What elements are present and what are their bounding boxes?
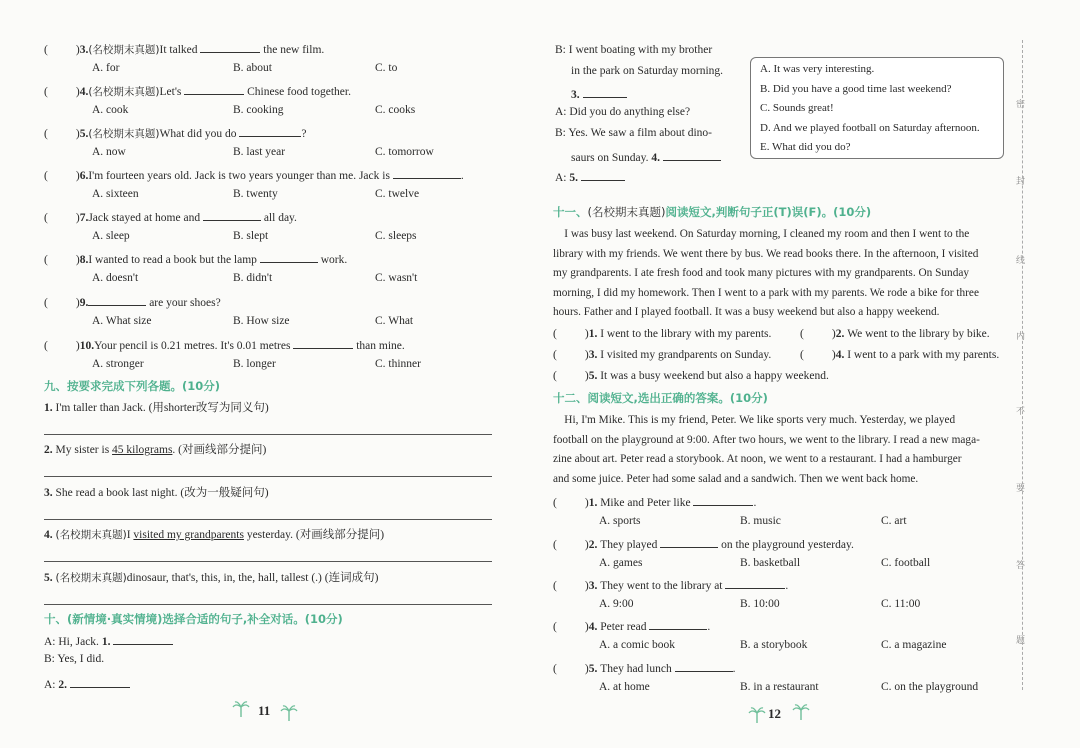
option-b[interactable]: B. a storybook [740, 639, 808, 651]
question-row [553, 493, 756, 509]
option-a[interactable]: A. at home [599, 681, 650, 693]
paren-close: ) [584, 349, 589, 361]
question-text: Your pencil is 0.21 metres. It's 0.01 metres [94, 340, 294, 352]
option-b[interactable]: B. basketball [740, 557, 801, 569]
dialog-line [555, 127, 712, 139]
rewrite-question [44, 526, 384, 542]
palm-tree-icon [280, 704, 298, 722]
question-tag: (名校期末真题) [88, 128, 160, 140]
question-number: 5. [588, 370, 601, 382]
option-b[interactable]: B. music [740, 515, 781, 527]
dialog-line [44, 653, 104, 665]
question-number: 2. [588, 539, 601, 551]
margin-label: 内 [1016, 329, 1025, 342]
paren-close: ) [75, 254, 80, 266]
paren-open: ( [44, 128, 48, 140]
page-number: 12 [768, 706, 781, 721]
paren-open: ( [553, 621, 557, 633]
dialog-line [555, 106, 690, 118]
question-text: They played [600, 539, 661, 551]
option-b[interactable]: B. cooking [233, 104, 284, 116]
dialog-text: Yes, I did. [57, 653, 105, 665]
option-c[interactable]: C. sleeps [375, 230, 417, 242]
true-false-question [553, 328, 771, 340]
dialog-blank[interactable] [581, 168, 625, 181]
question-tag: (名校期末真题) [88, 44, 160, 56]
question-text: Peter read [600, 621, 650, 633]
paren-open: ( [553, 349, 557, 361]
question-number: 4. [44, 529, 56, 541]
dialog-option: D. And we played football on Saturday afternoon. [760, 121, 980, 134]
paren-close: ) [75, 128, 80, 140]
blank-number: 1. [101, 636, 114, 648]
answer-line[interactable] [44, 476, 492, 477]
option-c[interactable]: C. wasn't [375, 272, 418, 284]
blank-number: 4. [651, 152, 663, 164]
question-number: 1. [588, 328, 601, 340]
margin-label: 封 [1016, 174, 1025, 187]
question-text: Chinese food together. [244, 86, 351, 98]
paren-open: ( [553, 328, 557, 340]
section-number: 十、 [44, 612, 67, 626]
question-row [44, 166, 464, 182]
question-number: 10. [79, 340, 95, 352]
question-text: than mine. [353, 340, 405, 352]
option-a[interactable]: A. What size [92, 315, 152, 327]
answer-blank[interactable] [203, 208, 261, 221]
question-tag: (名校期末真题) [55, 529, 127, 541]
question-number: 8. [79, 254, 89, 266]
dialog-line [44, 632, 173, 648]
margin-label: 题 [1016, 633, 1025, 646]
option-a[interactable]: A. 9:00 [599, 598, 634, 610]
palm-tree-icon [748, 706, 766, 724]
passage-line: I was busy last weekend. On Saturday morning, I cleaned my room and then I went to the [553, 228, 970, 240]
paren-open: ( [44, 254, 48, 266]
dialog-line [571, 148, 721, 164]
paren-close: ) [584, 663, 589, 675]
answer-blank[interactable] [200, 40, 260, 53]
question-text: work. [317, 254, 348, 266]
question-text: It talked [159, 44, 201, 56]
option-c[interactable]: C. tomorrow [375, 146, 434, 158]
question-number: 4. [835, 349, 848, 361]
answer-blank[interactable] [693, 493, 753, 506]
option-a[interactable]: A. a comic book [599, 639, 676, 651]
section-11-title [553, 204, 871, 220]
rewrite-question [44, 441, 266, 457]
true-false-question [553, 349, 771, 361]
question-text: What did you do [159, 128, 240, 140]
option-a[interactable]: A. sports [599, 515, 641, 527]
paren-open: ( [800, 328, 804, 340]
option-c[interactable]: C. a magazine [881, 639, 947, 651]
question-text: I went to the library with my parents. [600, 328, 772, 340]
question-text: Let's [159, 86, 185, 98]
question-row [44, 82, 351, 99]
dialog-line [571, 65, 723, 77]
question-row [553, 617, 710, 633]
section-instruction: 阅读短文,判断句子正(T)误(F)。(10分) [665, 205, 872, 219]
dialog-option: A. It was very interesting. [760, 63, 875, 75]
dialog-text: in the park on Saturday morning. [571, 65, 724, 77]
speaker: B: [44, 653, 58, 665]
margin-label: 答 [1016, 558, 1025, 571]
dialog-text: Yes. We saw a film about dino- [568, 127, 712, 139]
answer-blank[interactable] [239, 124, 301, 137]
palm-tree-icon [232, 700, 250, 718]
paren-open: ( [553, 663, 557, 675]
answer-blank[interactable] [393, 166, 461, 179]
answer-blank[interactable] [293, 336, 353, 349]
answer-blank[interactable] [675, 659, 733, 672]
answer-blank[interactable] [725, 576, 785, 589]
dialog-blank[interactable] [113, 632, 173, 645]
paren-open: ( [553, 580, 557, 592]
passage-line: and some juice. Peter had some salad and a sandwich. Then we went back home. [553, 472, 919, 485]
option-c[interactable]: C. football [881, 557, 931, 569]
margin-label: 不 [1016, 404, 1025, 417]
section-12-title: 十二、阅读短文,选出正确的答案。(10分) [553, 391, 768, 405]
speaker: B: [555, 127, 569, 139]
paren-open: ( [553, 497, 557, 509]
palm-tree-icon [792, 703, 810, 721]
paren-open: ( [44, 44, 48, 56]
question-text: . [753, 497, 757, 509]
underlined-part: 45 kilograms [112, 444, 173, 456]
passage-line: zine about art. Peter read a storybook. At noon, we went to a restaurant. I had a hamburger [553, 453, 962, 465]
rewrite-question [44, 484, 269, 500]
answer-blank[interactable] [660, 535, 718, 548]
answer-line[interactable] [44, 519, 492, 520]
paren-open: ( [553, 370, 557, 382]
option-b[interactable]: B. twenty [233, 188, 278, 200]
dialog-option: E. What did you do? [760, 141, 851, 153]
paren-close: ) [584, 497, 589, 509]
dialog-blank[interactable] [583, 85, 627, 98]
paren-close: ) [75, 297, 80, 309]
passage-line: football on the playground at 9:00. After two hours, we went to the library. I read a new maga- [553, 433, 980, 446]
dialog-line [555, 168, 625, 184]
question-text: They had lunch [600, 663, 675, 675]
section-instruction: 选择合适的句子,补全对话。(10分) [162, 612, 343, 626]
question-text: the new film. [260, 44, 325, 56]
answer-blank[interactable] [88, 293, 146, 306]
question-number: 5. [588, 663, 601, 675]
option-c[interactable]: C. 11:00 [881, 598, 921, 610]
paren-close: ) [584, 580, 589, 592]
dialog-option: B. Did you have a good time last weekend? [760, 82, 952, 95]
question-row [553, 576, 788, 592]
question-text: . [460, 170, 464, 182]
question-number: 2. [835, 328, 848, 340]
margin-label: 线 [1016, 253, 1025, 266]
question-row [44, 40, 324, 57]
paren-close: ) [584, 621, 589, 633]
option-b[interactable]: B. in a restaurant [740, 681, 819, 693]
question-text: are your shoes? [146, 297, 221, 309]
paren-close: ) [584, 370, 589, 382]
rewrite-question [44, 399, 269, 415]
dialog-blank[interactable] [70, 675, 130, 688]
blank-number: 5. [569, 172, 581, 184]
options-box [750, 57, 1004, 159]
option-b[interactable]: B. slept [233, 230, 269, 242]
option-b[interactable]: B. about [233, 62, 272, 74]
question-text: . [707, 621, 711, 633]
section-tag: (新情境·真实情境) [67, 612, 163, 626]
answer-line[interactable] [44, 604, 492, 605]
section-number: 十一、 [553, 205, 588, 219]
option-a[interactable]: A. games [599, 557, 643, 569]
paren-close: ) [831, 349, 836, 361]
question-text: I visited my grandparents on Sunday. [600, 349, 772, 361]
paren-close: ) [75, 340, 80, 352]
question-row [44, 124, 306, 141]
option-c[interactable]: C. on the playground [881, 681, 979, 693]
margin-label: 要 [1016, 481, 1025, 494]
question-number: 9. [79, 297, 89, 309]
option-c[interactable]: C. to [375, 62, 398, 74]
answer-blank[interactable] [649, 617, 707, 630]
reading-passage [553, 225, 1003, 323]
margin-label: 密 [1016, 97, 1025, 110]
option-a[interactable]: A. for [92, 62, 120, 74]
option-c[interactable]: C. thinner [375, 358, 421, 370]
paren-close: ) [584, 539, 589, 551]
speaker: B: [555, 44, 569, 56]
question-number: 7. [79, 212, 89, 224]
speaker: A: [555, 172, 570, 184]
paren-close: ) [75, 212, 80, 224]
question-text: yesterday. (对画线部分提问) [243, 529, 385, 541]
dialog-text: Did you do anything else? [569, 106, 691, 118]
question-text: Mike and Peter like [600, 497, 694, 509]
speaker: A: [555, 106, 570, 118]
option-b[interactable]: B. last year [233, 146, 286, 158]
dialog-option: C. Sounds great! [760, 102, 834, 114]
dialog-line [555, 44, 712, 56]
binding-line [1022, 40, 1024, 690]
paren-close: ) [75, 44, 80, 56]
question-text: I went to a park with my parents. [847, 349, 1000, 361]
question-text: on the playground yesterday. [718, 539, 854, 551]
question-text: ? [301, 128, 307, 140]
question-row [44, 208, 297, 224]
page-number: 11 [258, 703, 271, 718]
passage-line: hours. Father and I played football. It was a busy weekend but also a happy weekend. [553, 306, 940, 318]
question-text: My sister is [55, 444, 113, 456]
option-a[interactable]: A. doesn't [92, 272, 139, 284]
dialog-text: saurs on Sunday. [571, 152, 652, 164]
answer-blank[interactable] [184, 82, 244, 95]
question-row [553, 535, 854, 551]
question-text: Jack stayed at home and [88, 212, 203, 224]
question-text: I wanted to read a book but the lamp [88, 254, 260, 266]
paren-open: ( [44, 297, 48, 309]
passage-line: Hi, I'm Mike. This is my friend, Peter. We like sports very much. Yesterday, we played [553, 414, 956, 426]
rewrite-question [44, 569, 378, 585]
question-text: She read a book last night. (改为一般疑问句) [55, 487, 269, 499]
paren-close: ) [75, 86, 80, 98]
question-number: 3. [79, 44, 89, 56]
dialog-text: I went boating with my brother [568, 44, 713, 56]
answer-line[interactable] [44, 561, 492, 562]
question-text: We went to the library by bike. [847, 328, 990, 340]
passage-line: my grandparents. I ate fresh food and took many pictures with my grandparents. On Sunday [553, 267, 969, 279]
paren-close: ) [831, 328, 836, 340]
question-number: 3. [588, 580, 601, 592]
section-10-title [44, 611, 343, 627]
option-b[interactable]: B. 10:00 [740, 598, 780, 610]
true-false-question [553, 370, 829, 382]
speaker: A: [44, 636, 59, 648]
question-number: 5. [79, 128, 89, 140]
question-row [553, 659, 735, 675]
section-9-title: 九、按要求完成下列各题。(10分) [44, 379, 221, 393]
answer-blank[interactable] [260, 250, 318, 263]
paren-close: ) [75, 170, 80, 182]
paren-open: ( [553, 539, 557, 551]
underlined-part: visited my grandparents [133, 529, 244, 541]
option-b[interactable]: B. longer [233, 358, 276, 370]
question-number: 1. [44, 402, 56, 414]
dialog-blank[interactable] [663, 148, 721, 161]
question-number: 5. [44, 572, 56, 584]
true-false-question [800, 328, 990, 340]
question-text: I [126, 529, 134, 541]
option-c[interactable]: C. What [375, 315, 414, 327]
question-row [44, 336, 405, 352]
dialog-line [44, 675, 130, 691]
option-c[interactable]: C. twelve [375, 188, 420, 200]
question-number: 6. [79, 170, 89, 182]
option-c[interactable]: C. art [881, 515, 907, 527]
option-c[interactable]: C. cooks [375, 104, 416, 116]
question-text: I'm taller than Jack. (用shorter改写为同义句) [55, 402, 269, 414]
paren-open: ( [44, 340, 48, 352]
option-a[interactable]: A. stronger [92, 358, 144, 370]
option-b[interactable]: B. didn't [233, 272, 273, 284]
question-text: They went to the library at [600, 580, 726, 592]
option-a[interactable]: A. sleep [92, 230, 130, 242]
dialog-text: Hi, Jack. [58, 636, 102, 648]
speaker: A: [44, 679, 59, 691]
option-b[interactable]: B. How size [233, 315, 290, 327]
question-text: It was a busy weekend but also a happy weekend. [600, 370, 829, 382]
option-a[interactable]: A. cook [92, 104, 129, 116]
paren-open: ( [800, 349, 804, 361]
question-number: 3. [44, 487, 56, 499]
question-text: all day. [260, 212, 297, 224]
question-number: 1. [588, 497, 601, 509]
paren-open: ( [44, 170, 48, 182]
blank-number: 2. [58, 679, 70, 691]
dialog-line [571, 85, 627, 101]
true-false-question [800, 349, 999, 361]
question-tag: (名校期末真题) [55, 572, 127, 584]
paren-open: ( [44, 86, 48, 98]
question-text: dinosaur, that's, this, in, the, hall, tallest (.) (连词成句) [126, 572, 379, 584]
question-tag: (名校期末真题) [88, 86, 160, 98]
answer-line[interactable] [44, 434, 492, 435]
question-row [44, 250, 347, 266]
question-text: I'm fourteen years old. Jack is two years younger than me. Jack is [88, 170, 393, 182]
question-number: 2. [44, 444, 56, 456]
paren-close: ) [584, 328, 589, 340]
option-a[interactable]: A. sixteen [92, 188, 139, 200]
question-number: 4. [79, 86, 89, 98]
question-number: 4. [588, 621, 601, 633]
blank-number: 3. [571, 89, 583, 101]
question-row [44, 293, 221, 309]
passage-line: morning, I did my homework. Then I went to a park with my parents. We rode a bike for three [553, 286, 979, 299]
question-text: . (对画线部分提问) [172, 444, 267, 456]
option-a[interactable]: A. now [92, 146, 126, 158]
question-text: . [785, 580, 789, 592]
reading-passage [553, 411, 1003, 489]
passage-line: library with my friends. We went there by bus. We read books there. In the afternoon, I visited [553, 247, 979, 260]
paren-open: ( [44, 212, 48, 224]
section-tag: (名校期末真题) [587, 205, 666, 219]
question-text: . [732, 663, 736, 675]
question-number: 3. [588, 349, 601, 361]
